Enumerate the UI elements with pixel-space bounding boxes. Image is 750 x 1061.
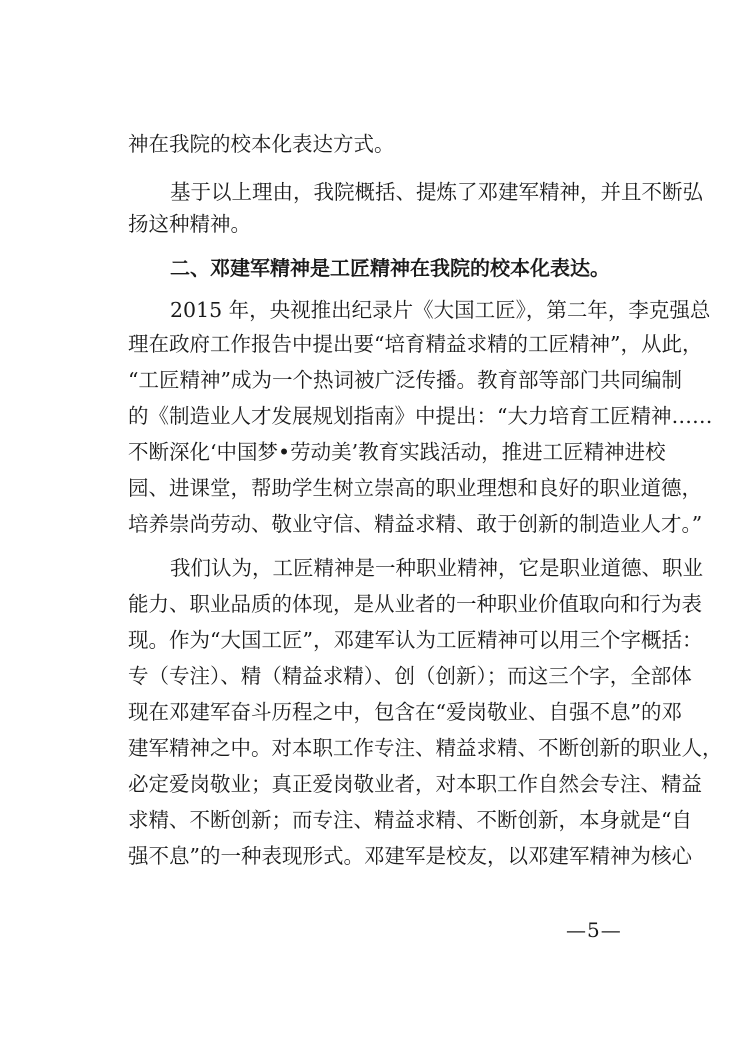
paragraph-line-14: 现。作为“大国工匠”，邓建军认为工匠精神可以用三个字概括：	[128, 628, 703, 652]
paragraph-line-2: 基于以上理由，我院概括、提炼了邓建军精神，并且不断弘	[170, 180, 703, 204]
paragraph-line-1: 神在我院的校本化表达方式。	[128, 132, 395, 156]
section-heading: 二、邓建军精神是工匠精神在我院的校本化表达。	[170, 256, 610, 280]
paragraph-line-17: 建军精神之中。对本职工作专注、精益求精、不断创新的职业人，	[128, 736, 723, 760]
paragraph-line-12: 我们认为，工匠精神是一种职业精神，它是职业道德、职业	[170, 556, 703, 580]
paragraph-line-13: 能力、职业品质的体现，是从业者的一种职业价值取向和行为表	[128, 592, 702, 616]
paragraph-line-3: 扬这种精神。	[128, 212, 251, 236]
paragraph-line-9: 不断深化‘中国梦•劳动美’教育实践活动，推进工匠精神进校	[128, 440, 666, 464]
paragraph-line-8: 的《制造业人才发展规划指南》中提出：“大力培育工匠精神……	[128, 404, 713, 428]
paragraph-line-7: “工匠精神”成为一个热词被广泛传播。教育部等部门共同编制	[128, 368, 682, 392]
page-number: —5—	[566, 918, 622, 942]
paragraph-line-5: 2015 年，央视推出纪录片《大国工匠》，第二年，李克强总	[170, 298, 711, 322]
paragraph-line-6: 理在政府工作报告中提出要“培育精益求精的工匠精神”，从此，	[128, 332, 703, 356]
paragraph-line-18: 必定爱岗敬业；真正爱岗敬业者，对本职工作自然会专注、精益	[128, 772, 702, 796]
paragraph-line-20: 强不息”的一种表现形式。邓建军是校友，以邓建军精神为核心	[128, 844, 692, 868]
paragraph-line-16: 现在邓建军奋斗历程之中，包含在“爱岗敬业、自强不息”的邓	[128, 700, 682, 724]
paragraph-line-11: 培养崇尚劳动、敬业守信、精益求精、敢于创新的制造业人才。”	[128, 512, 703, 536]
paragraph-line-10: 园、进课堂，帮助学生树立崇高的职业理想和良好的职业道德，	[128, 476, 702, 500]
paragraph-line-15: 专（专注）、精（精益求精）、创（创新）；而这三个字，全部体	[128, 664, 692, 688]
paragraph-line-19: 求精、不断创新；而专注、精益求精、不断创新，本身就是“自	[128, 808, 692, 832]
